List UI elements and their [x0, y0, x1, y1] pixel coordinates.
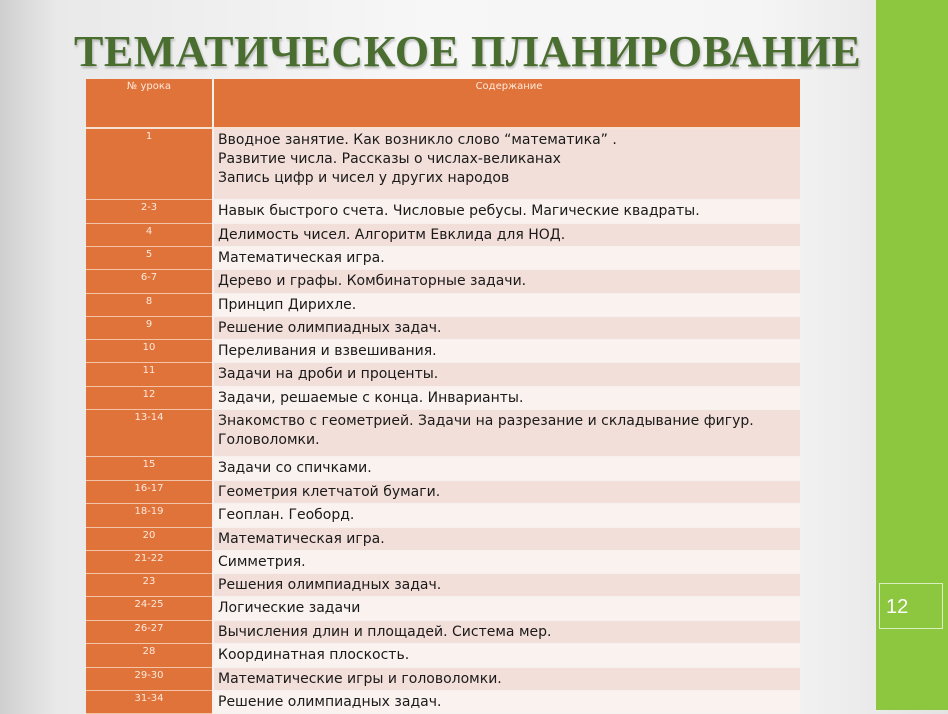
- table-row: [86, 574, 800, 597]
- page-number: 12: [879, 583, 943, 629]
- lesson-number: 26-27: [86, 621, 212, 644]
- lesson-number: 10: [86, 340, 212, 363]
- lesson-content-line: Логические задачи: [218, 600, 361, 616]
- lesson-number: 1: [86, 129, 212, 200]
- lesson-content: [212, 294, 800, 317]
- lesson-content: [212, 691, 800, 714]
- lesson-content-line: Вводное занятие. Как возникло слово “математика” .: [218, 132, 617, 148]
- table-row: [86, 200, 800, 224]
- lesson-content: [212, 528, 800, 551]
- header-lesson-number: № урока: [86, 79, 212, 129]
- table-row: [86, 691, 800, 714]
- lesson-content: [212, 200, 800, 224]
- lesson-number: 4: [86, 224, 212, 247]
- table-row: [86, 387, 800, 410]
- table-row: [86, 363, 800, 387]
- page-title: ТЕМАТИЧЕСКОЕ ПЛАНИРОВАНИЕ: [74, 27, 862, 76]
- table-row: [86, 129, 800, 200]
- lesson-number: 6-7: [86, 270, 212, 294]
- lesson-content-line: Геоплан. Геоборд.: [218, 507, 355, 523]
- table-row: [86, 551, 800, 574]
- lesson-number: 12: [86, 387, 212, 410]
- lesson-content: [212, 129, 800, 200]
- lesson-content-line: Переливания и взвешивания.: [218, 343, 437, 359]
- lesson-number: 9: [86, 317, 212, 340]
- lesson-content: [212, 551, 800, 574]
- lesson-content: [212, 504, 800, 528]
- table-row: [86, 457, 800, 481]
- lesson-content: [212, 457, 800, 481]
- lesson-content-line: Делимость чисел. Алгоритм Евклида для НОД.: [218, 227, 566, 243]
- lesson-content-line: Математическая игра.: [218, 531, 385, 547]
- lesson-content: [212, 574, 800, 597]
- table-row: [86, 224, 800, 247]
- lesson-content: [212, 621, 800, 644]
- lesson-number: 31-34: [86, 691, 212, 714]
- table-header-row: [86, 79, 800, 129]
- lesson-content-line: Математические игры и головоломки.: [218, 671, 502, 687]
- lesson-content: [212, 247, 800, 270]
- lesson-number: 11: [86, 363, 212, 387]
- lesson-content-line: Принцип Дирихле.: [218, 297, 357, 313]
- table-row: [86, 528, 800, 551]
- lesson-content: [212, 340, 800, 363]
- lesson-content: [212, 668, 800, 691]
- lesson-number: 8: [86, 294, 212, 317]
- table-row: [86, 597, 800, 621]
- lesson-number: 28: [86, 644, 212, 668]
- lesson-content-line: Головоломки.: [218, 432, 320, 448]
- lesson-content: [212, 224, 800, 247]
- lesson-content: [212, 387, 800, 410]
- table-row: [86, 294, 800, 317]
- lesson-number: 23: [86, 574, 212, 597]
- lesson-content-line: Запись цифр и чисел у других народов: [218, 170, 510, 186]
- lesson-number: 24-25: [86, 597, 212, 621]
- lesson-content-line: Задачи на дроби и проценты.: [218, 366, 439, 382]
- lesson-content: [212, 410, 800, 457]
- lesson-content: [212, 270, 800, 294]
- header-content: Содержание: [212, 79, 800, 129]
- lesson-content-line: Решения олимпиадных задач.: [218, 577, 442, 593]
- lesson-content-line: Развитие числа. Рассказы о числах-великанах: [218, 151, 561, 167]
- lesson-number: 18-19: [86, 504, 212, 528]
- lesson-number: 2-3: [86, 200, 212, 224]
- table-row: [86, 621, 800, 644]
- plan-table: [86, 79, 800, 714]
- lesson-number: 29-30: [86, 668, 212, 691]
- lesson-content-line: Решение олимпиадных задач.: [218, 320, 442, 336]
- table-row: [86, 644, 800, 668]
- lesson-content-line: Дерево и графы. Комбинаторные задачи.: [218, 273, 527, 289]
- lesson-number: 15: [86, 457, 212, 481]
- lesson-content-line: Решение олимпиадных задач.: [218, 694, 442, 710]
- lesson-content-line: Знакомство с геометрией. Задачи на разрезание и складывание фигур.: [218, 413, 754, 429]
- table-row: [86, 668, 800, 691]
- lesson-content: [212, 597, 800, 621]
- lesson-number: 5: [86, 247, 212, 270]
- table-row: [86, 340, 800, 363]
- lesson-content-line: Симметрия.: [218, 554, 306, 570]
- lesson-content-line: Геометрия клетчатой бумаги.: [218, 484, 441, 500]
- table-row: [86, 270, 800, 294]
- lesson-number: 21-22: [86, 551, 212, 574]
- lesson-content-line: Навык быстрого счета. Числовые ребусы. Магические квадраты.: [218, 203, 700, 219]
- table-row: [86, 504, 800, 528]
- lesson-content: [212, 317, 800, 340]
- lesson-content-line: Задачи со спичками.: [218, 460, 372, 476]
- lesson-content: [212, 481, 800, 504]
- lesson-number: 16-17: [86, 481, 212, 504]
- lesson-content-line: Координатная плоскость.: [218, 647, 410, 663]
- table-row: [86, 481, 800, 504]
- lesson-number: 20: [86, 528, 212, 551]
- table-row: [86, 317, 800, 340]
- lesson-content-line: Задачи, решаемые с конца. Инварианты.: [218, 390, 524, 406]
- table-row: [86, 247, 800, 270]
- table-row: [86, 410, 800, 457]
- lesson-content: [212, 644, 800, 668]
- lesson-content-line: Математическая игра.: [218, 250, 385, 266]
- lesson-content: [212, 363, 800, 387]
- lesson-content-line: Вычисления длин и площадей. Система мер.: [218, 624, 552, 640]
- lesson-number: 13-14: [86, 410, 212, 457]
